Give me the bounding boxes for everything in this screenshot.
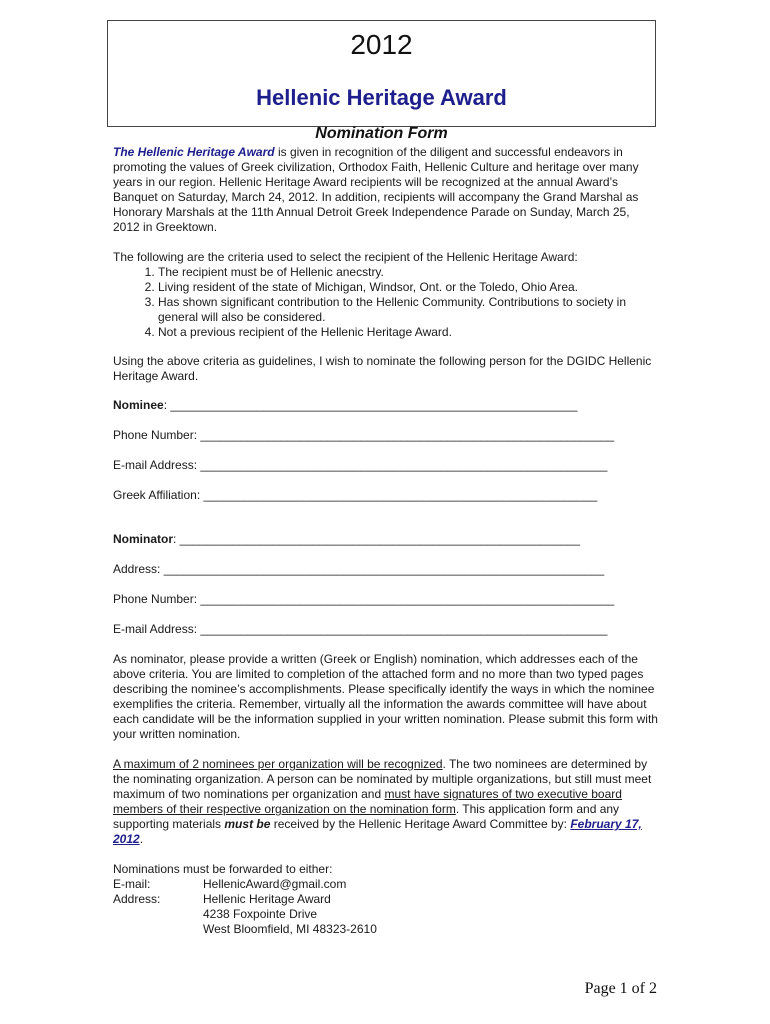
nominator-address-field[interactable]: Address: __________________________________________________________________ — [113, 562, 605, 576]
forwarding-info — [113, 862, 658, 937]
nominator-phone-field[interactable]: Phone Number: ______________________________________________________________ — [113, 592, 615, 606]
award-title: Hellenic Heritage Award — [256, 85, 507, 110]
deadline-date: February 17, 2012 — [113, 817, 642, 846]
address-value — [203, 892, 377, 937]
signature-requirement: must have signatures of two executive board members of their respective organization on the nomination form — [113, 787, 622, 816]
intro-lead: The Hellenic Heritage Award — [113, 145, 275, 159]
max-text-4: . This application form and any supporting materials — [113, 802, 620, 831]
email-row — [113, 877, 658, 892]
criteria-item: 2. Living resident of the state of Michigan, Windsor, Ont. or the Toledo, Ohio Area. — [158, 280, 658, 295]
nominee-label: Nominee — [113, 398, 164, 412]
address-label: Address: — [113, 892, 161, 906]
form-subtitle: Nomination Form — [315, 125, 448, 142]
nominee-phone-field[interactable]: Phone Number: ______________________________________________________________ — [113, 428, 615, 442]
nominator-instructions: As nominator, please provide a written (Greek or English) nomination, which addresses each of the above criteria. You are limited to completion of the attached form and no more than two typed pages describing the nominee’s accomplishments. Please specifically identify the ways in which the nominee exemplifies the criteria. Remember, virtually all the information the awards committee will have about each candidate will be the information supplied in your written nomination. Please submit this form with your written nomination. — [113, 652, 658, 741]
max-text-6: received by the Hellenic Heritage Award Committee by: — [270, 817, 571, 831]
criteria-intro: The following are the criteria used to select the recipient of the Hellenic Heritage Award: — [113, 250, 578, 264]
address-line: West Bloomfield, MI 48323-2610 — [203, 922, 377, 936]
criteria-item: 3. Has shown significant contribution to the Hellenic Community. Contributions to society in general will also be considered. — [158, 295, 658, 325]
form-year: 2012 — [350, 29, 413, 60]
nominee-section — [113, 398, 658, 518]
nominee-email-field[interactable]: E-mail Address: _____________________________________________________________ — [113, 458, 608, 472]
nominator-section — [113, 532, 658, 652]
address-row — [113, 892, 658, 937]
criteria-item: 1. The recipient must be of Hellenic anecstry. — [158, 265, 658, 280]
intro-paragraph — [113, 145, 658, 235]
criteria-item: 4. Not a previous recipient of the Hellenic Heritage Award. — [158, 325, 658, 340]
nominee-line: : _____________________________________________________________ — [163, 398, 578, 412]
address-line: Hellenic Heritage Award — [203, 892, 331, 906]
max-text-2: . The two nominees are determined by the nominating organization. A person can be nominated by multiple organizations, but still must meet maximum of two nominations per organization and — [113, 757, 652, 801]
form-body — [113, 145, 658, 937]
forwarding-intro: Nominations must be forwarded to either: — [113, 862, 333, 876]
must-be-emphasis: must be — [224, 817, 271, 831]
nominator-line: : ____________________________________________________________ — [173, 532, 581, 546]
header-box — [107, 20, 656, 142]
using-criteria-text: Using the above criteria as guidelines, I wish to nominate the following person for the DGIDC Hellenic Heritage Award. — [113, 354, 652, 383]
nominator-label: Nominator — [113, 532, 173, 546]
nominee-field[interactable] — [113, 398, 658, 428]
max-nominees-text: A maximum of 2 nominees per organization will be recognized — [113, 757, 443, 771]
email-label: E-mail: — [113, 877, 151, 891]
intro-body: is given in recognition of the diligent and successful endeavors in promoting the values of Greek civilization, Orthodox Faith, Hellenic Culture and heritage over many years in our region. Hellenic Heritage Award recipients will be recognized at the annual Award’s Banquet on Saturday, March 24, 2012. In addition, recipients will accompany the Grand Marshal as Honorary Marshals at the 11th Annual Detroit Greek Independence Parade on Sunday, March 25, 2012 in Greektown. — [113, 145, 639, 234]
maximum-nominees-paragraph — [113, 757, 658, 847]
nominee-affiliation-field[interactable]: Greek Affiliation: ___________________________________________________________ — [113, 488, 598, 502]
page-number: Page 1 of 2 — [584, 980, 657, 997]
nominator-field[interactable] — [113, 532, 658, 562]
max-text-7: . — [139, 832, 144, 846]
address-line: 4238 Foxpointe Drive — [203, 907, 318, 921]
criteria-list — [113, 265, 658, 340]
nominator-email-field[interactable]: E-mail Address: _____________________________________________________________ — [113, 622, 608, 636]
email-address[interactable]: HellenicAward@gmail.com — [203, 877, 347, 891]
